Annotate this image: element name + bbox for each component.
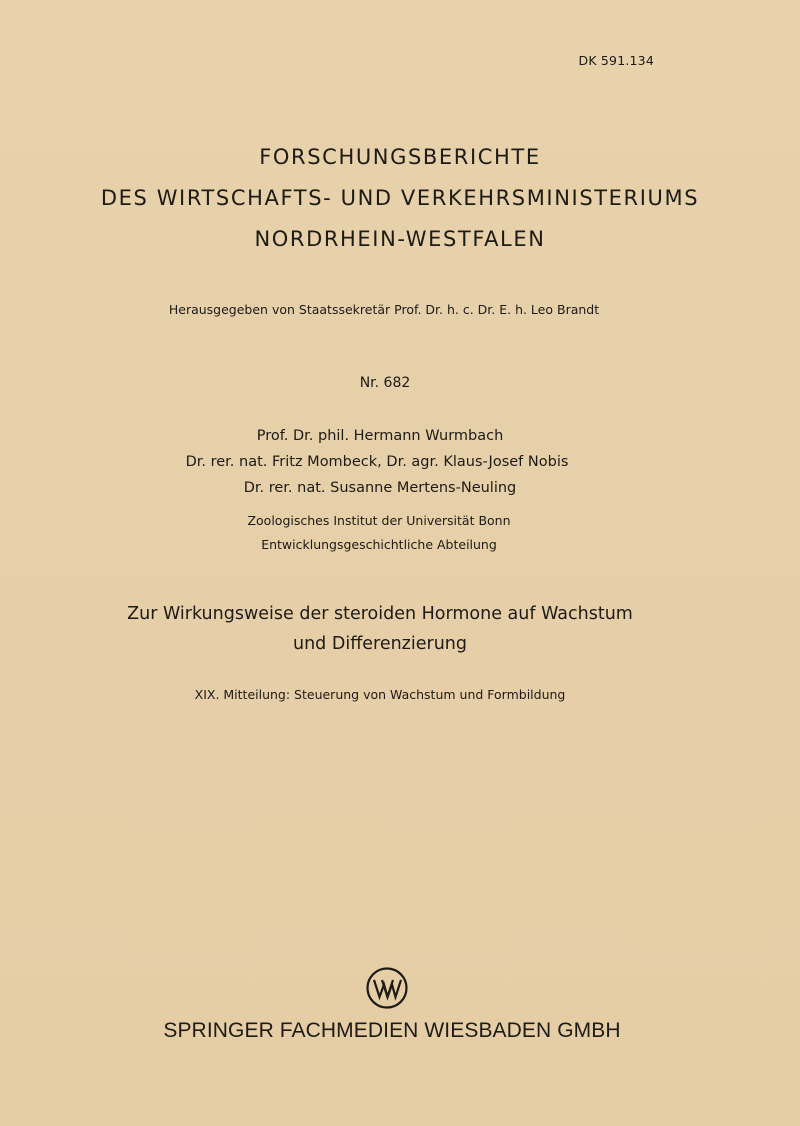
- book-subtitle: XIX. Mitteilung: Steuerung von Wachstum und Formbildung: [194, 687, 566, 702]
- series-title-line-2: DES WIRTSCHAFTS- UND VERKEHRSMINISTERIUMS: [100, 186, 700, 210]
- book-title-line-2: und Differenzierung: [293, 634, 467, 654]
- publisher-name: SPRINGER FACHMEDIEN WIESBADEN GMBH: [163, 1019, 621, 1042]
- author-line-2: Dr. rer. nat. Fritz Mombeck, Dr. agr. Klaus-Josef Nobis: [185, 454, 569, 470]
- series-title-line-3: NORDRHEIN-WESTFALEN: [254, 227, 546, 251]
- author-line-3: Dr. rer. nat. Susanne Mertens-Neuling: [243, 480, 517, 496]
- classification-code: DK 591.134: [578, 53, 654, 68]
- editor-line: Herausgegeben von Staatssekretär Prof. Dr. h. c. Dr. E. h. Leo Brandt: [168, 302, 600, 317]
- publisher-logo-icon: [365, 966, 409, 1010]
- institute-line-1: Zoologisches Institut der Universität Bonn: [247, 513, 511, 528]
- series-title-line-1: FORSCHUNGSBERICHTE: [259, 145, 541, 169]
- author-line-1: Prof. Dr. phil. Hermann Wurmbach: [256, 428, 504, 444]
- report-number: Nr. 682: [359, 375, 411, 391]
- book-title-line-1: Zur Wirkungsweise der steroiden Hormone auf Wachstum: [127, 604, 633, 624]
- institute-line-2: Entwicklungsgeschichtliche Abteilung: [261, 537, 497, 552]
